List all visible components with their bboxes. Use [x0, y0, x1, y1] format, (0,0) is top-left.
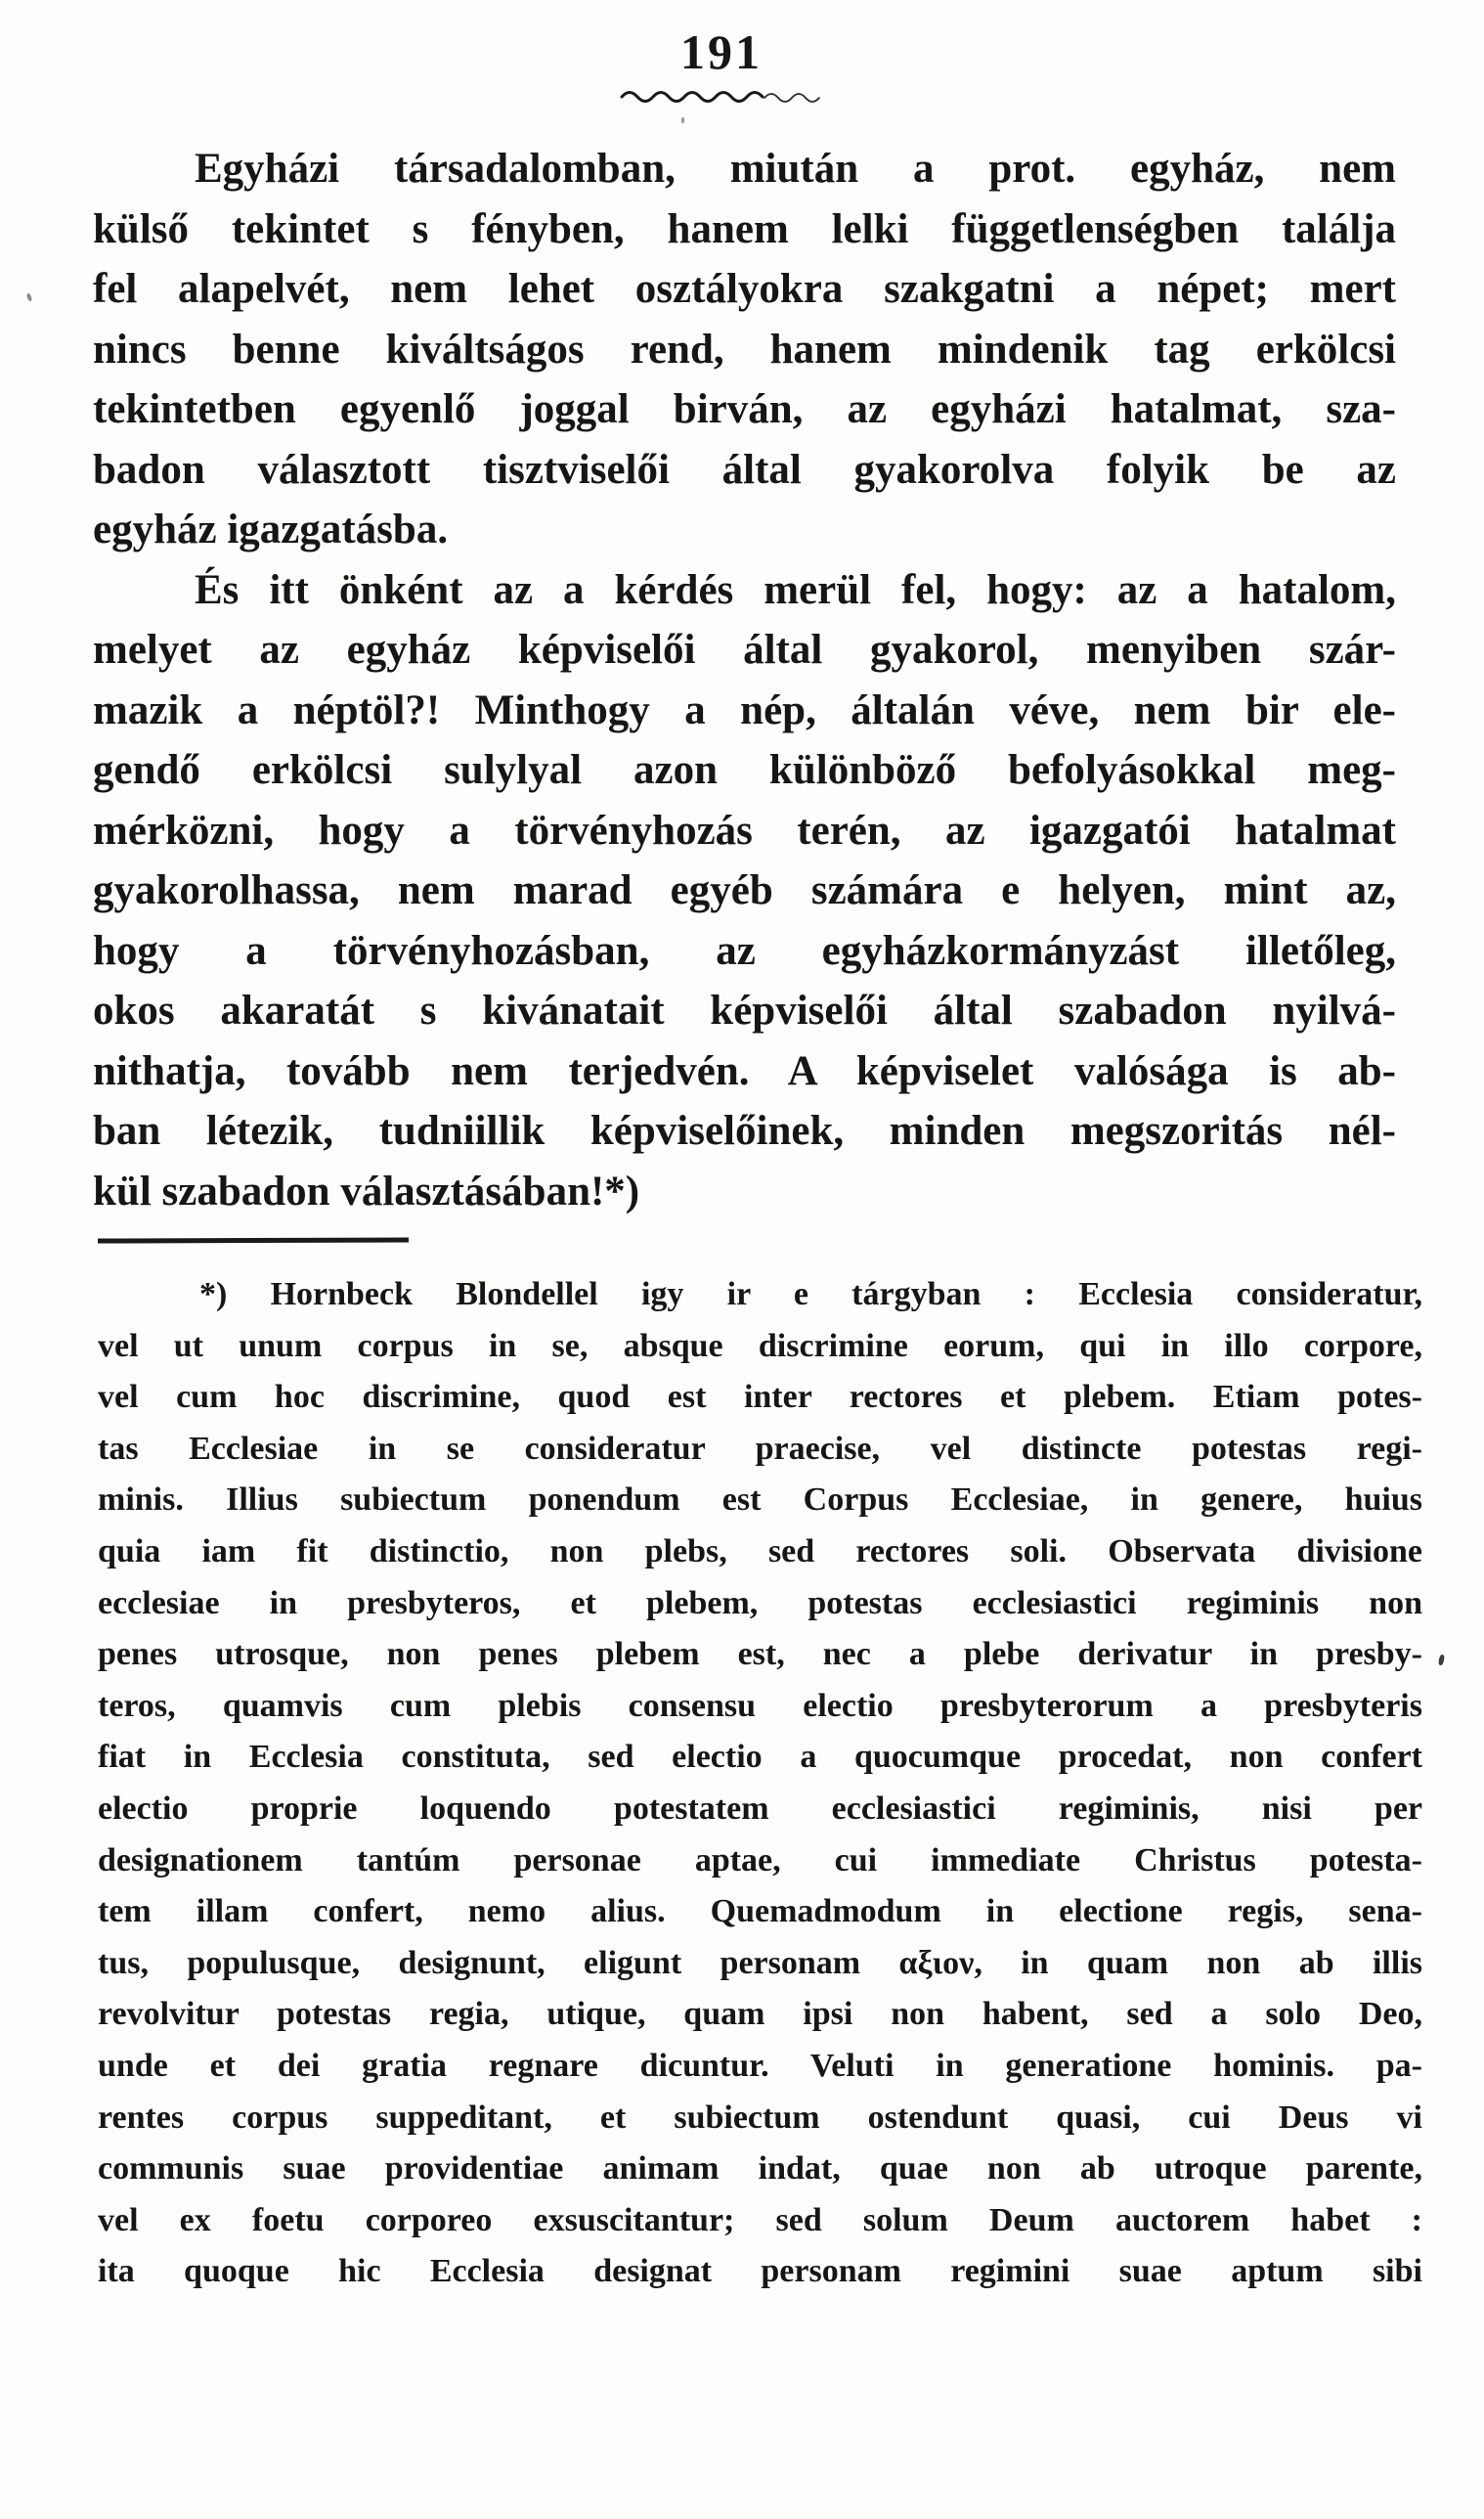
footnote-line: minis. Illius subiectum ponendum est Corpus Ecclesiae, in genere, huius — [98, 1481, 1422, 1519]
ink-speck — [681, 117, 684, 123]
main-line: tekintetben egyenlő joggal birván, az egyházi hatalmat, sza- — [93, 386, 1396, 432]
main-line: kül szabadon választásában!*) — [93, 1168, 640, 1215]
footnote-line: fiat in Ecclesia constituta, sed electio a quocumque procedat, non confert — [98, 1739, 1422, 1776]
footnote-line: penes utrosque, non penes plebem est, nec a plebe derivatur in presby- — [98, 1636, 1422, 1673]
main-line: badon választott tisztviselői által gyakorolva folyik be az — [93, 446, 1396, 493]
footnote-line: vel ut unum corpus in se, absque discrimine eorum, qui in illo corpore, — [98, 1327, 1422, 1364]
footnote-line: *) Hornbeck Blondellel igy ir e tárgyban : Ecclesia consideratur, — [199, 1276, 1422, 1312]
main-line: melyet az egyház képviselői által gyakorol, menyiben szár- — [93, 627, 1396, 673]
footnote-line: rentes corpus suppeditant, et subiectum ostendunt quasi, cui Deus vi — [98, 2099, 1422, 2136]
footnote-line: communis suae providentiae animam indat, quae non ab utroque parente, — [98, 2150, 1422, 2188]
footnote-line: vel cum hoc discrimine, quod est inter rectores et plebem. Etiam potes- — [98, 1379, 1422, 1416]
footnote-line: designationem tantúm personae aptae, cui immediate Christus potesta- — [98, 1841, 1422, 1878]
footnote-divider — [98, 1237, 409, 1243]
footnote-line: unde et dei gratia regnare dicuntur. Veluti in generatione hominis. pa- — [98, 2047, 1422, 2084]
footnote-line: tem illam confert, nemo alius. Quemadmodum in electione regis, sena- — [98, 1893, 1422, 1930]
main-line: hogy a törvényhozásban, az egyházkormányzást illetőleg, — [93, 927, 1396, 974]
main-line: nithatja, tovább nem terjedvén. A képviselet valósága is ab- — [93, 1047, 1396, 1094]
main-line: fel alapelvét, nem lehet osztályokra szakgatni a népet; mert — [93, 266, 1396, 312]
page-number: 191 — [680, 24, 763, 79]
footnote-line: electio proprie loquendo potestatem ecclesiastici regiminis, nisi per — [98, 1790, 1422, 1827]
main-text — [93, 139, 1396, 1221]
squiggle-underline-icon — [620, 88, 829, 104]
footnote-line: vel ex foetu corporeo exsuscitantur; sed solum Deum auctorem habet : — [98, 2201, 1422, 2238]
ink-speck — [1438, 1655, 1445, 1666]
main-line: mazik a néptöl?! Minthogy a nép, általán véve, nem bir ele- — [93, 686, 1396, 733]
main-line: nincs benne kiváltságos rend, hanem mindenik tag erkölcsi — [93, 326, 1396, 373]
footnote-line: teros, quamvis cum plebis consensu electio presbyterorum a presbyteris — [98, 1687, 1422, 1724]
main-line: okos akaratát s kivánatait képviselői által szabadon nyilvá- — [93, 988, 1396, 1034]
main-line: gendő erkölcsi sulylyal azon különböző befolyásokkal meg- — [93, 747, 1396, 793]
footnote-line: tus, populusque, designunt, eligunt personam αξιον, in quam non ab illis — [98, 1944, 1422, 1981]
footnote-line: ita quoque hic Ecclesia designat personam regimini suae aptum sibi — [98, 2253, 1422, 2290]
footnote-line: ecclesiae in presbyteros, et plebem, potestas ecclesiastici regiminis non — [98, 1584, 1422, 1621]
main-line: külső tekintet s fényben, hanem lelki függetlenségben találja — [93, 205, 1396, 252]
main-line: ban létezik, tudniillik képviselőinek, minden megszoritás nél- — [93, 1108, 1396, 1154]
main-line: egyház igazgatásba. — [93, 507, 449, 552]
footnote-line: quia iam fit distinctio, non plebs, sed rectores soli. Observata divisione — [98, 1532, 1422, 1569]
footnote-line: revolvitur potestas regia, utique, quam ipsi non habent, sed a solo Deo, — [98, 1996, 1422, 2033]
main-line: mérközni, hogy a törvényhozás terén, az igazgatói hatalmat — [93, 807, 1396, 854]
main-line: Egyházi társadalomban, miután a prot. egyház, nem — [195, 146, 1396, 192]
footnote — [98, 1269, 1422, 2298]
main-line: gyakorolhassa, nem marad egyéb számára e helyen, mint az, — [93, 867, 1396, 913]
main-line: És itt önként az a kérdés merül fel, hogy: az a hatalom, — [195, 566, 1396, 613]
footnote-line: tas Ecclesiae in se consideratur praecise, vel distincte potestas regi- — [98, 1430, 1422, 1467]
ink-speck — [26, 293, 32, 302]
